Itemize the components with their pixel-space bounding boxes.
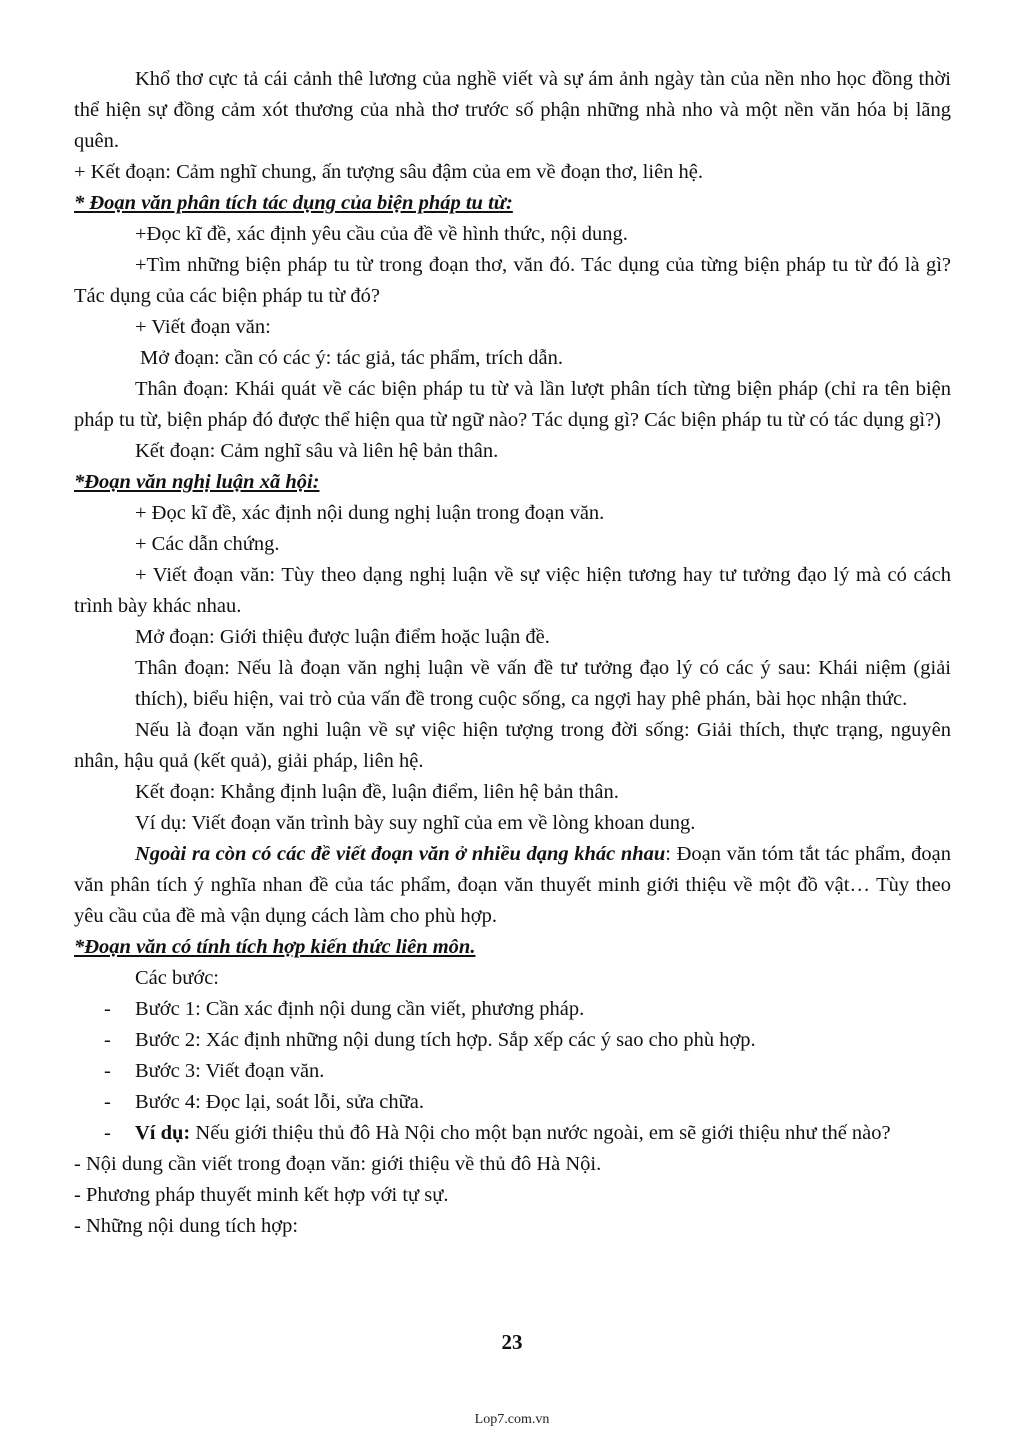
paragraph: + Kết đoạn: Cảm nghĩ chung, ấn tượng sâu đậm của em về đoạn thơ, liên hệ.: [74, 161, 704, 183]
example-label: Ví dụ:: [135, 1122, 191, 1144]
list-item-text: Bước 2: Xác định những nội dung tích hợp. Sắp xếp các ý sao cho phù hợp.: [135, 1029, 756, 1051]
paragraph: - Những nội dung tích hợp:: [74, 1215, 299, 1237]
list-item: [74, 1025, 951, 1056]
paragraph: +Tìm những biện pháp tu từ trong đoạn thơ, văn đó. Tác dụng của từng biện pháp tu từ đó là gì? Tác dụng của các biện pháp tu từ đó?: [74, 254, 951, 307]
section-heading: *Đoạn văn có tính tích hợp kiến thức liên môn.: [74, 936, 476, 958]
list-item-text: Nếu giới thiệu thủ đô Hà Nội cho một bạn nước ngoài, em sẽ giới thiệu như thế nào?: [190, 1122, 891, 1144]
paragraph: Kết đoạn: Khẳng định luận đề, luận điểm, liên hệ bản thân.: [135, 781, 619, 803]
paragraph: Mở đoạn: Giới thiệu được luận điểm hoặc luận đề.: [135, 626, 550, 648]
paragraph: + Đọc kĩ đề, xác định nội dung nghị luận trong đoạn văn.: [135, 502, 605, 524]
list-item-text: Bước 3: Viết đoạn văn.: [135, 1060, 325, 1082]
paragraph: Các bước:: [135, 967, 219, 989]
paragraph: [74, 839, 951, 932]
list-item-text: Bước 4: Đọc lại, soát lỗi, sửa chữa.: [135, 1091, 424, 1113]
paragraph: - Nội dung cần viết trong đoạn văn: giới thiệu về thủ đô Hà Nội.: [74, 1153, 602, 1175]
list-item: [74, 1056, 951, 1087]
dash-bullet: -: [104, 1122, 111, 1144]
paragraph-text: : Đoạn văn tóm tắt tác phẩm, đoạn văn phân tích ý nghĩa nhan đề của tác phẩm, đoạn văn thuyết minh giới thiệu về một đồ vật… Tùy theo yêu cầu của đề mà vận dụng cách làm cho phù hợp.: [74, 843, 951, 927]
dash-bullet: -: [104, 1060, 111, 1082]
paragraph: + Viết đoạn văn: Tùy theo dạng nghị luận về sự việc hiện tương hay tư tưởng đạo lý mà có cách trình bày khác nhau.: [74, 564, 951, 617]
list-item: [74, 994, 951, 1025]
section-heading: *Đoạn văn nghị luận xã hội:: [74, 471, 320, 493]
list-item: [74, 1087, 951, 1118]
paragraph: Thân đoạn: Nếu là đoạn văn nghị luận về vấn đề tư tưởng đạo lý có các ý sau: Khái niệm (giải thích), biểu hiện, vai trò của vấn đề trong cuộc sống, ca ngợi hay phê phán, bài học nhận thức.: [135, 657, 951, 710]
steps-list: [74, 994, 951, 1149]
dash-bullet: -: [104, 1091, 111, 1113]
paragraph: Ví dụ: Viết đoạn văn trình bày suy nghĩ của em về lòng khoan dung.: [135, 812, 696, 834]
paragraph: Khổ thơ cực tả cái cảnh thê lương của nghề viết và sự ám ảnh ngày tàn của nền nho học đồng thời thể hiện sự đồng cảm xót thương của nhà thơ trước số phận những nhà nho và một nền văn hóa bị lãng quên.: [74, 68, 951, 152]
document-body: [74, 64, 951, 1242]
paragraph: +Đọc kĩ đề, xác định yêu cầu của đề về hình thức, nội dung.: [135, 223, 628, 245]
footer-site-name: Lop7.com.vn: [474, 1412, 550, 1427]
section-heading: * Đoạn văn phân tích tác dụng của biện pháp tu từ:: [74, 192, 513, 214]
paragraph: Nếu là đoạn văn nghi luận về sự việc hiện tượng trong đời sống: Giải thích, thực trạng, nguyên nhân, hậu quả (kết quả), giải pháp, liên hệ.: [74, 719, 951, 772]
dash-bullet: -: [104, 998, 111, 1020]
list-item: [74, 1118, 951, 1149]
page-number: 23: [501, 1330, 523, 1354]
paragraph: Mở đoạn: cần có các ý: tác giả, tác phẩm, trích dẫn.: [140, 347, 563, 369]
emphasis-text: Ngoài ra còn có các đề viết đoạn văn ở nhiều dạng khác nhau: [135, 843, 666, 865]
dash-bullet: -: [104, 1029, 111, 1051]
list-item-text: Bước 1: Cần xác định nội dung cần viết, phương pháp.: [135, 998, 585, 1020]
paragraph: Thân đoạn: Khái quát về các biện pháp tu từ và lần lượt phân tích từng biện pháp (chỉ ra tên biện pháp tu từ, biện pháp đó được thể hiện qua từ ngữ nào? Tác dụng gì? Các biện pháp tu từ có tác dụng gì?): [74, 378, 951, 431]
paragraph: + Viết đoạn văn:: [135, 316, 271, 338]
paragraph: - Phương pháp thuyết minh kết hợp với tự sự.: [74, 1184, 449, 1206]
paragraph: Kết đoạn: Cảm nghĩ sâu và liên hệ bản thân.: [135, 440, 499, 462]
paragraph: + Các dẫn chứng.: [135, 533, 280, 555]
